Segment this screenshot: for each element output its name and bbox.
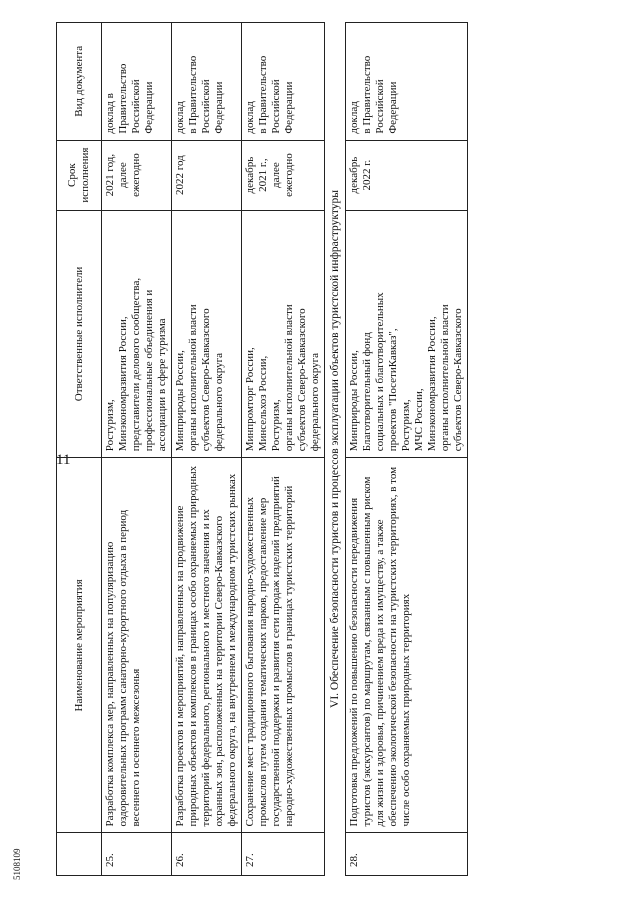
deadline: декабрь 2021 г., далее ежегодно [241, 140, 324, 210]
document-type: доклад в Правительство Российской Федерации [171, 23, 241, 141]
page-number: 11 [56, 452, 71, 468]
row-number: 27. [241, 833, 324, 876]
responsible-executors: Минприроды России, органы исполнительной власти субъектов Северо-Кавказского федерального округа [171, 210, 241, 458]
section-row [324, 23, 346, 876]
document-type: доклад в Правительство Российской Федерации [102, 23, 172, 141]
deadline: 2022 год [171, 140, 241, 210]
row-number: 26. [171, 833, 241, 876]
document-type: доклад в Правительство Российской Федерации [241, 23, 324, 141]
header-deadline: Срок исполнения [57, 140, 102, 210]
header-num [57, 833, 102, 876]
header-responsible: Ответственные исполнители [57, 210, 102, 458]
measure-name: Подготовка предложений по повышению безопасности передвижения туристов (экскурсантов) по маршрутам, связанным с повышенным риском для жизни и здоровья, причинением вреда их имуществу, а также обеспечению экологической безопасности на туристских территориях, в том числе особо охраняемых природных территориях [346, 458, 468, 833]
header-name: Наименование мероприятия [57, 458, 102, 833]
document-type: доклад в Правительство Российской Федерации [346, 23, 468, 141]
row-number: 25. [102, 833, 172, 876]
measure-name: Разработка проектов и мероприятий, направленных на продвижение природных объектов и комплексов в границах особо охраняемых природных территорий федерального, регионального и местного значения и их охранных зон, расположенных на территории Северо-Кавказского федерального округа, на внутреннем и международном туристских рынках [171, 458, 241, 833]
deadline: 2021 год, далее ежегодно [102, 140, 172, 210]
rotated-sheet [56, 22, 640, 876]
table-header-row [57, 23, 102, 876]
header-doc-type: Вид документа [57, 23, 102, 141]
section-title: VI. Обеспечение безопасности туристов и процессов эксплуатации объектов туристской инфраструктуры [328, 190, 341, 708]
table-row [102, 23, 172, 876]
deadline: декабрь 2022 г. [346, 140, 468, 210]
measures-table [56, 22, 640, 876]
measure-name: Разработка комплекса мер, направленных на популяризацию оздоровительных программ санаторно-курортного отдыха в период весеннего и осеннего межсезонья [102, 458, 172, 833]
measure-name: Сохранение мест традиционного бытования народно-художественных промыслов путем создания тематических парков, предоставление мер государственной поддержки и развития сети продаж изделий предприятий народно-художественных промыслов в границах туристских территорий [241, 458, 324, 833]
responsible-executors: Минприроды России, Благотворительный фонд социальных и благотворительных проектов "ПосетиКавказ", Ростуризм, МЧС России, Минэкономразвития России, органы исполнительной власти субъектов Северо-Кавказского [346, 210, 468, 458]
table-row [171, 23, 241, 876]
table-row [346, 23, 468, 876]
table-row [241, 23, 324, 876]
document-code: 5108109 [12, 848, 22, 880]
responsible-executors: Минпромторг России, Минсельхоз России, Ростуризм, органы исполнительной власти субъектов Северо-Кавказского федерального округа [241, 210, 324, 458]
responsible-executors: Ростуризм, Минэкономразвития России, представители делового сообщества, профессиональные объединения и ассоциации в сфере туризма [102, 210, 172, 458]
row-number: 28. [346, 833, 468, 876]
